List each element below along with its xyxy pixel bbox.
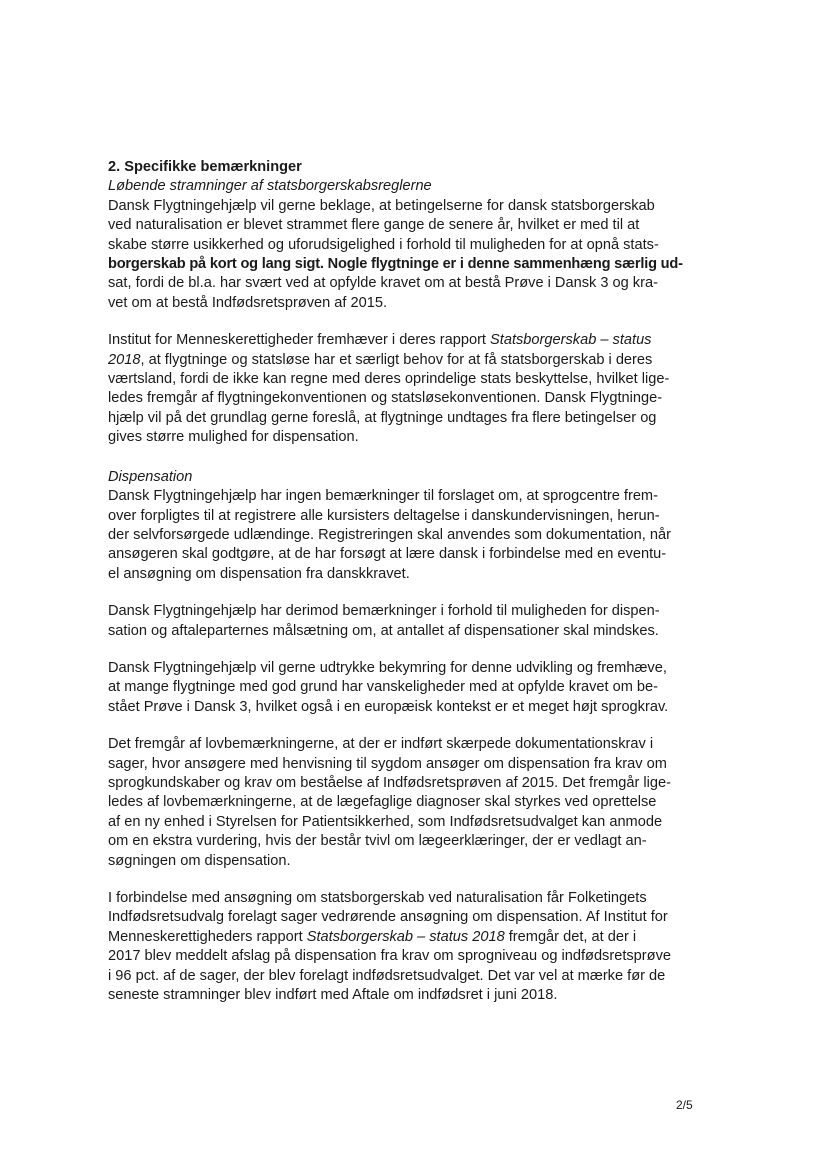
paragraph-dispensation-2: Dansk Flygtningehjælp har derimod bemærkninger i forhold til muligheden for dispen- sation og aftaleparternes målsætning om, at antallet af dispensationer skal mindskes. xyxy=(108,603,660,639)
section-heading: 2. Specifikke bemærkninger xyxy=(108,159,302,175)
paragraph-dispensation-5 xyxy=(108,889,698,1005)
page-number: 2/5 xyxy=(676,1098,693,1112)
paragraph-dispensation-3: Dansk Flygtningehjælp vil gerne udtrykke bekymring for denne udvikling og fremhæve, at mange flygtninge med god grund har vanskeligheder med at opfylde kravet om be- stået Prøve i Dansk 3, hvilket også i en europæisk kontekst er et meget højt sprogkrav. xyxy=(108,659,669,715)
report-title-italic: Statsborgerskab – status 2018 xyxy=(108,332,652,368)
paragraph-text: Dansk Flygtningehjælp vil gerne beklage, at betingelserne for dansk statsborgerskab ved naturalisation er blevet strammet flere gange de senere år, hvilket er med til at skabe større usikkerhed og uforudsigelighed i forhold til muligheden for at opnå stats- xyxy=(108,197,659,253)
paragraph-text: Institut for Menneskerettigheder fremhæver i deres rapport xyxy=(108,332,491,349)
subsection-title-dispensation: Dispensation xyxy=(108,468,193,485)
paragraph-text: , at flygtninge og statsløse har et særligt behov for at få statsborgerskab i deres værtsland, fordi de ikke kan regne med deres oprindelige stats beskyttelse, hvilket lige- ledes fremgår af flygtningekonventionen og statsløsekonventionen. Dansk Flygtninge- hjælp vil på det grundlag gerne foreslå, at flygtninge undtages fra flere betingelser og gives større mulighed for dispensation. xyxy=(108,351,670,446)
paragraph-text: sat, fordi de bl.a. har svært ved at opfylde kravet om at bestå Prøve i Dansk 3 og kra- vet om at bestå Indfødsretsprøven af 2015. xyxy=(108,275,658,311)
paragraph-text: fremgår det, at der i 2017 blev meddelt afslag på dispensation fra krav om sprogniveau og indfødsretsprøve i 96 pct. af de sager, der blev forelagt indfødsretsudvalget. Det var vel at mærke før de seneste stramninger blev indført med Aftale om indfødsret i juni 2018. xyxy=(108,928,671,1004)
subsection-title-stramninger: Løbende stramninger af statsborgerskabsreglerne xyxy=(108,178,432,195)
paragraph-bold-text: borgerskab på kort og lang sigt. Nogle flygtninge er i denne sammenhæng særlig ud- xyxy=(108,256,683,273)
paragraph-dispensation-4: Det fremgår af lovbemærkningerne, at der er indført skærpede dokumentationskrav i sager, hvor ansøgere med henvisning til sygdom ansøger om dispensation fra krav om sprogkundskaber og krav om beståelse af Indfødsretsprøven af 2015. Det fremgår lige- ledes af lovbemærkningerne, at de lægefaglige diagnoser skal styrkes ved oprettelse af en ny enhed i Styrelsen for Patientsikkerhed, som Indfødsretsudvalget kan anmode om en ekstra vurdering, hvis der består tvivl om lægeerklæringer, der er vedlagt an- søgningen om dispensation. xyxy=(108,736,671,869)
paragraph-text: I forbindelse med ansøgning om statsborgerskab ved naturalisation får Folketingets Indfødsretsudvalg forelagt sager vedrørende ansøgning om dispensation. Af Institut for Menneskerettigheders rapport xyxy=(108,890,668,945)
paragraph-dispensation-1: Dansk Flygtningehjælp har ingen bemærkninger til forslaget om, at sprogcentre frem- over forpligtes til at registrere alle kursisters deltagelse i danskundervisningen, herun- der selvforsørgede udlændinge. Registreringen skal anvendes som dokumentation, når ansøgeren skal godtgøre, at de har forsøgt at lære dansk i forbindelse med en eventu- el ansøgning om dispensation fra danskkravet. xyxy=(108,488,671,582)
paragraph-stramninger-2 xyxy=(108,331,698,447)
document-body xyxy=(108,158,698,1005)
paragraph-stramninger-1 xyxy=(108,197,698,313)
report-title-italic: Statsborgerskab – status 2018 xyxy=(306,928,505,945)
